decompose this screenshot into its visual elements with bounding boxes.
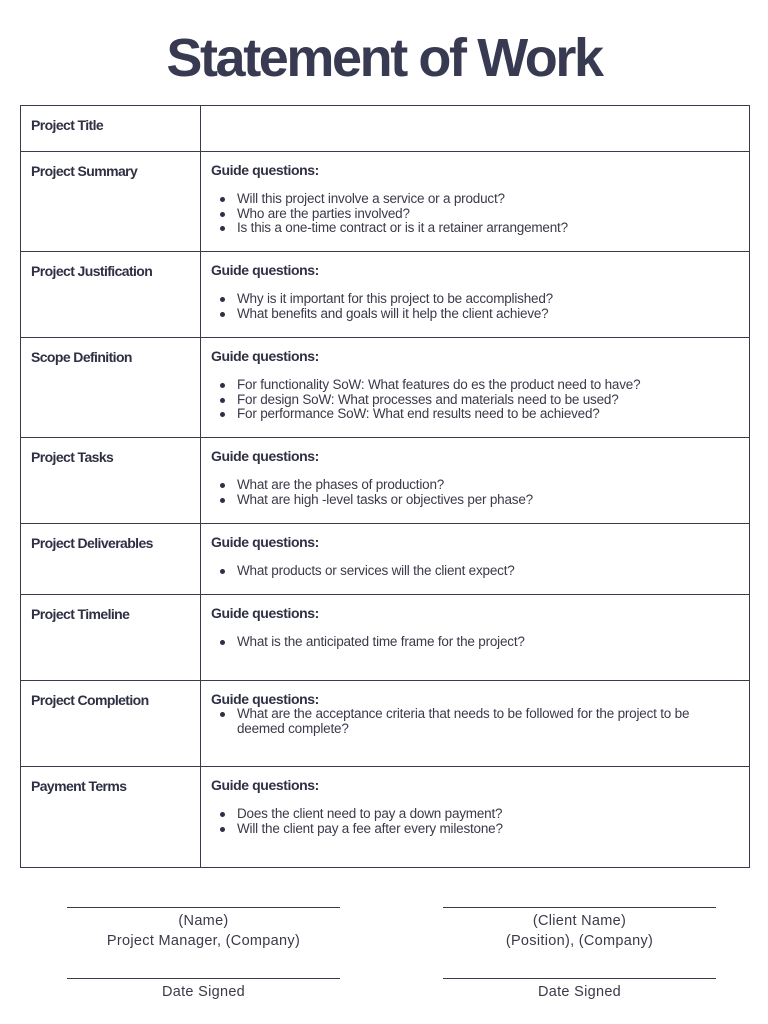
guide-questions-heading: Guide questions:: [211, 448, 319, 464]
list-item: What are the acceptance criteria that needs to be followed for the project to be deemed complete?: [237, 707, 729, 736]
guide-questions-heading: Guide questions:: [211, 691, 319, 707]
project-title-field[interactable]: [201, 106, 750, 152]
guide-questions-heading: Guide questions:: [211, 777, 319, 793]
project-completion-field[interactable]: [201, 681, 750, 767]
table-row: [21, 681, 750, 767]
manager-role-label: Project Manager, (Company): [106, 933, 301, 949]
table-row: [21, 152, 750, 252]
table-row: [21, 338, 750, 438]
table-row: [21, 106, 750, 152]
table-row: [21, 252, 750, 338]
manager-name-label: (Name): [178, 913, 229, 929]
list-item: Will the client pay a fee after every milestone?: [237, 822, 729, 837]
project-summary-field[interactable]: [201, 152, 750, 252]
list-item: Who are the parties involved?: [237, 207, 729, 222]
list-item: Does the client need to pay a down payment?: [237, 807, 729, 822]
date-line-client[interactable]: [443, 978, 716, 979]
table-row: [21, 767, 750, 868]
signature-line-manager[interactable]: [67, 907, 340, 908]
question-list: [201, 707, 749, 736]
list-item: For performance SoW: What end results need to be achieved?: [237, 407, 729, 422]
client-role-label: (Position), (Company): [505, 933, 654, 949]
guide-questions-heading: Guide questions:: [211, 605, 319, 621]
row-label-project-timeline: Project Timeline: [31, 606, 130, 622]
list-item: What benefits and goals will it help the client achieve?: [237, 307, 729, 322]
client-date-label: Date Signed: [537, 984, 622, 1000]
client-name-label: (Client Name): [532, 913, 627, 929]
question-list: [201, 635, 749, 650]
project-justification-field[interactable]: [201, 252, 750, 338]
row-label-project-summary: Project Summary: [31, 163, 138, 179]
list-item: What is the anticipated time frame for the project?: [237, 635, 729, 650]
row-label-scope-definition: Scope Definition: [31, 349, 132, 365]
row-label-project-title: Project Title: [31, 117, 104, 133]
list-item: Will this project involve a service or a product?: [237, 192, 729, 207]
list-item: What are the phases of production?: [237, 478, 729, 493]
list-item: Is this a one-time contract or is it a retainer arrangement?: [237, 221, 729, 236]
question-list: [201, 192, 749, 236]
question-list: [201, 564, 749, 579]
list-item: What are high -level tasks or objectives per phase?: [237, 493, 729, 508]
question-list: [201, 292, 749, 321]
guide-questions-heading: Guide questions:: [211, 262, 319, 278]
project-timeline-field[interactable]: [201, 595, 750, 681]
payment-terms-field[interactable]: [201, 767, 750, 868]
list-item: What products or services will the client expect?: [237, 564, 729, 579]
sow-table: [20, 105, 750, 868]
signature-line-client[interactable]: [443, 907, 716, 908]
table-row: [21, 595, 750, 681]
manager-date-label: Date Signed: [161, 984, 246, 1000]
row-label-project-justification: Project Justification: [31, 263, 153, 279]
guide-questions-heading: Guide questions:: [211, 348, 319, 364]
table-row: [21, 438, 750, 524]
date-line-manager[interactable]: [67, 978, 340, 979]
row-label-project-completion: Project Completion: [31, 692, 149, 708]
table-row: [21, 524, 750, 595]
question-list: [201, 807, 749, 836]
list-item: For design SoW: What processes and materials need to be used?: [237, 393, 729, 408]
row-label-project-tasks: Project Tasks: [31, 449, 114, 465]
list-item: For functionality SoW: What features do es the product need to have?: [237, 378, 729, 393]
project-deliverables-field[interactable]: [201, 524, 750, 595]
document-title: Statement of Work: [166, 28, 602, 88]
question-list: [201, 478, 749, 507]
scope-definition-field[interactable]: [201, 338, 750, 438]
guide-questions-heading: Guide questions:: [211, 534, 319, 550]
row-label-payment-terms: Payment Terms: [31, 778, 127, 794]
row-label-project-deliverables: Project Deliverables: [31, 535, 153, 551]
list-item: Why is it important for this project to be accomplished?: [237, 292, 729, 307]
guide-questions-heading: Guide questions:: [211, 162, 319, 178]
project-tasks-field[interactable]: [201, 438, 750, 524]
question-list: [201, 378, 749, 422]
